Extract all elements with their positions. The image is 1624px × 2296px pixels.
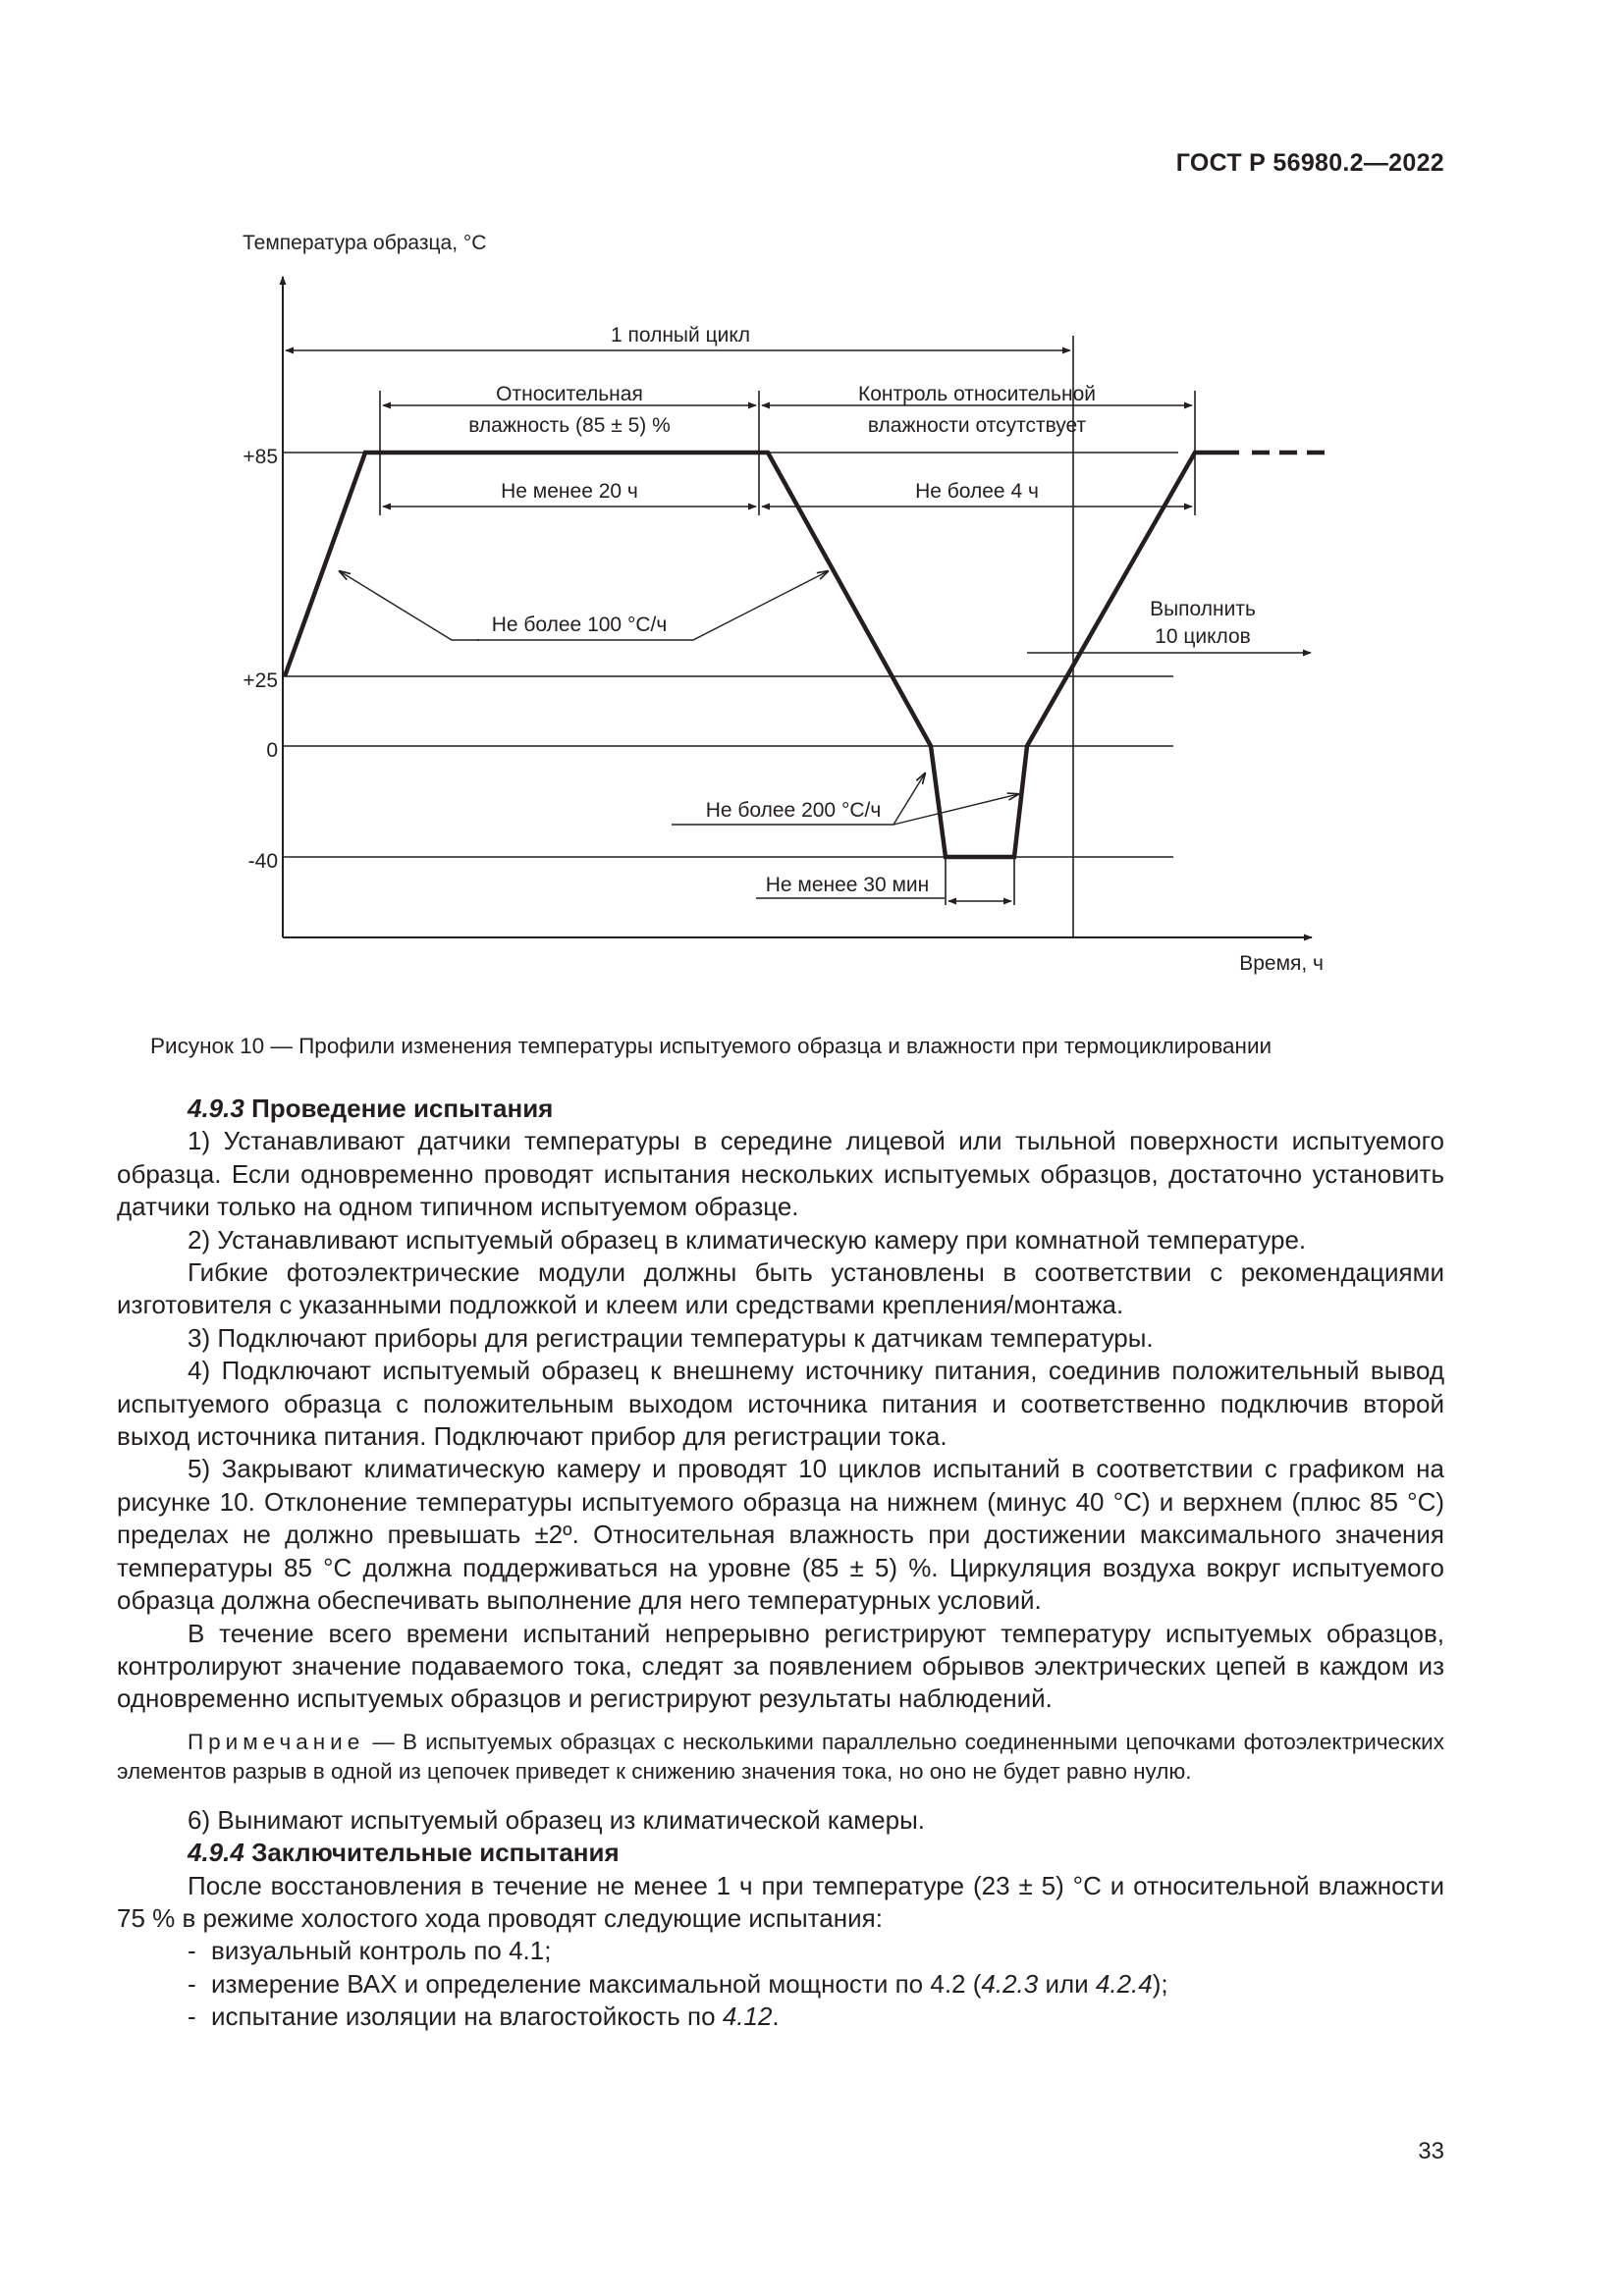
temperature-cycle-figure (0, 0, 1624, 1031)
paragraph: 6) Вынимают испытуемый образец из климатической камеры. (188, 1804, 926, 1835)
rh-label-2: влажность (85 ± 5) % (468, 414, 671, 437)
paragraph: 1) Устанавливают датчики температуры в середине лицевой или тыльной поверхности испытуемого образца. Если одновременно проводят испытания нескольких испытуемых образцов, достаточно установить датчики только на одном типичном испытуемом образце. (117, 1126, 1444, 1222)
paragraph: Гибкие фотоэлектрические модули должны быть установлены в соответствии с рекомендациями изготовителя с указанными подложкой и клеем или средствами крепления/монтажа. (117, 1257, 1444, 1320)
section-4-9-4-heading (117, 1837, 1444, 1869)
max4-label: Не более 4 ч (915, 480, 1039, 503)
rate200-label: Не более 200 °C/ч (705, 799, 882, 822)
document-header: ГОСТ Р 56980.2—2022 (1175, 149, 1444, 177)
paragraph: После восстановления в течение не менее 1 ч при температуре (23 ± 5) °C и относительной влажности 75 % в режиме холостого хода проводят следующие испытания: (117, 1870, 1444, 1933)
tick-label-minus40: -40 (247, 850, 278, 873)
tick-label-0: 0 (266, 739, 278, 762)
repeat-label-2: 10 циклов (1155, 625, 1251, 648)
list-item: - визуальный контроль по 4.1; (188, 1936, 552, 1966)
paragraph: 4) Подключают испытуемый образец к внешнему источнику питания, соединив положительный вывод испытуемого образца с положительным выходом источника питания и соответственно подключив второй выход источника питания. Подключают прибор для регистрации тока. (117, 1356, 1444, 1452)
rh-label-1: Относительная (496, 383, 643, 405)
noctl-label-1: Контроль относительной (858, 383, 1096, 405)
figure-labels (243, 232, 1324, 975)
tick-label-85: +85 (243, 446, 278, 468)
paragraph: В течение всего времени испытаний непрерывно регистрируют температуру испытуемых образцов, контролируют значение подаваемого тока, следят за появлением обрывов электрических цепей в каждом из одновременно испытуемых образцов и регистрируют результаты наблюдений. (117, 1618, 1444, 1714)
paragraph: 2) Устанавливают испытуемый образец в климатическую камеру при комнатной температуре. (188, 1224, 1307, 1255)
section-number: 4.9.4 (188, 1838, 244, 1868)
rate100-leader-left (340, 571, 479, 640)
min20-label: Не менее 20 ч (501, 480, 638, 503)
note (117, 1728, 1444, 1787)
rate100-leader-right (681, 571, 828, 640)
paragraph: 3) Подключают приборы для регистрации температуры к датчикам температуры. (188, 1322, 1154, 1353)
figure-caption: Рисунок 10 — Профили изменения температуры испытуемого образца и влажности при термоциклировании (150, 1034, 1272, 1058)
section-4-9-3-heading (117, 1093, 1444, 1125)
paragraph: 5) Закрывают климатическую камеру и проводят 10 циклов испытаний в соответствии с графиком на рисунке 10. Отклонение температуры испытуемого образца на нижнем (минус 40 °C) и верхнем (плюс 85 °C) пределах не должно превышать ±2º. Относительная влажность при достижении максимального значения температуры 85 °C должна поддерживаться на уровне (85 ± 5) %. Циркуляция воздуха вокруг испытуемого образца должна обеспечивать выполнение для него температурных условий. (117, 1454, 1444, 1616)
rate200-leader-right (893, 794, 1018, 825)
repeat-label-1: Выполнить (1150, 598, 1256, 620)
noctl-label-2: влажности отсутствует (867, 414, 1087, 437)
body-text (117, 1093, 1444, 2034)
section-number: 4.9.3 (188, 1094, 244, 1123)
temperature-profile (285, 453, 1239, 857)
x-axis-label: Время, ч (1239, 952, 1324, 975)
section-title: Заключительные испытания (251, 1838, 620, 1868)
note-text: — В испытуемых образцах с несколькими параллельно соединенными цепочками фотоэлектрических элементов разрыв в одной из цепочек приведет к снижению значения тока, но оно не будет равно нулю. (117, 1729, 1444, 1784)
full-cycle-label: 1 полный цикл (610, 324, 751, 347)
page-number: 33 (1418, 2138, 1444, 2164)
min30-label: Не менее 30 мин (765, 874, 930, 896)
note-label: Примечание (188, 1729, 365, 1754)
y-axis-label: Температура образца, °C (243, 232, 487, 254)
section-title: Проведение испытания (251, 1094, 554, 1123)
list-item: - измерение ВАХ и определение максимальной мощности по 4.2 (4.2.3 или 4.2.4); (188, 1968, 1168, 1999)
tick-label-25: +25 (243, 669, 278, 692)
list-item: - испытание изоляции на влагостойкость по 4.12. (188, 2002, 780, 2032)
rate100-label: Не более 100 °C/ч (491, 614, 668, 636)
